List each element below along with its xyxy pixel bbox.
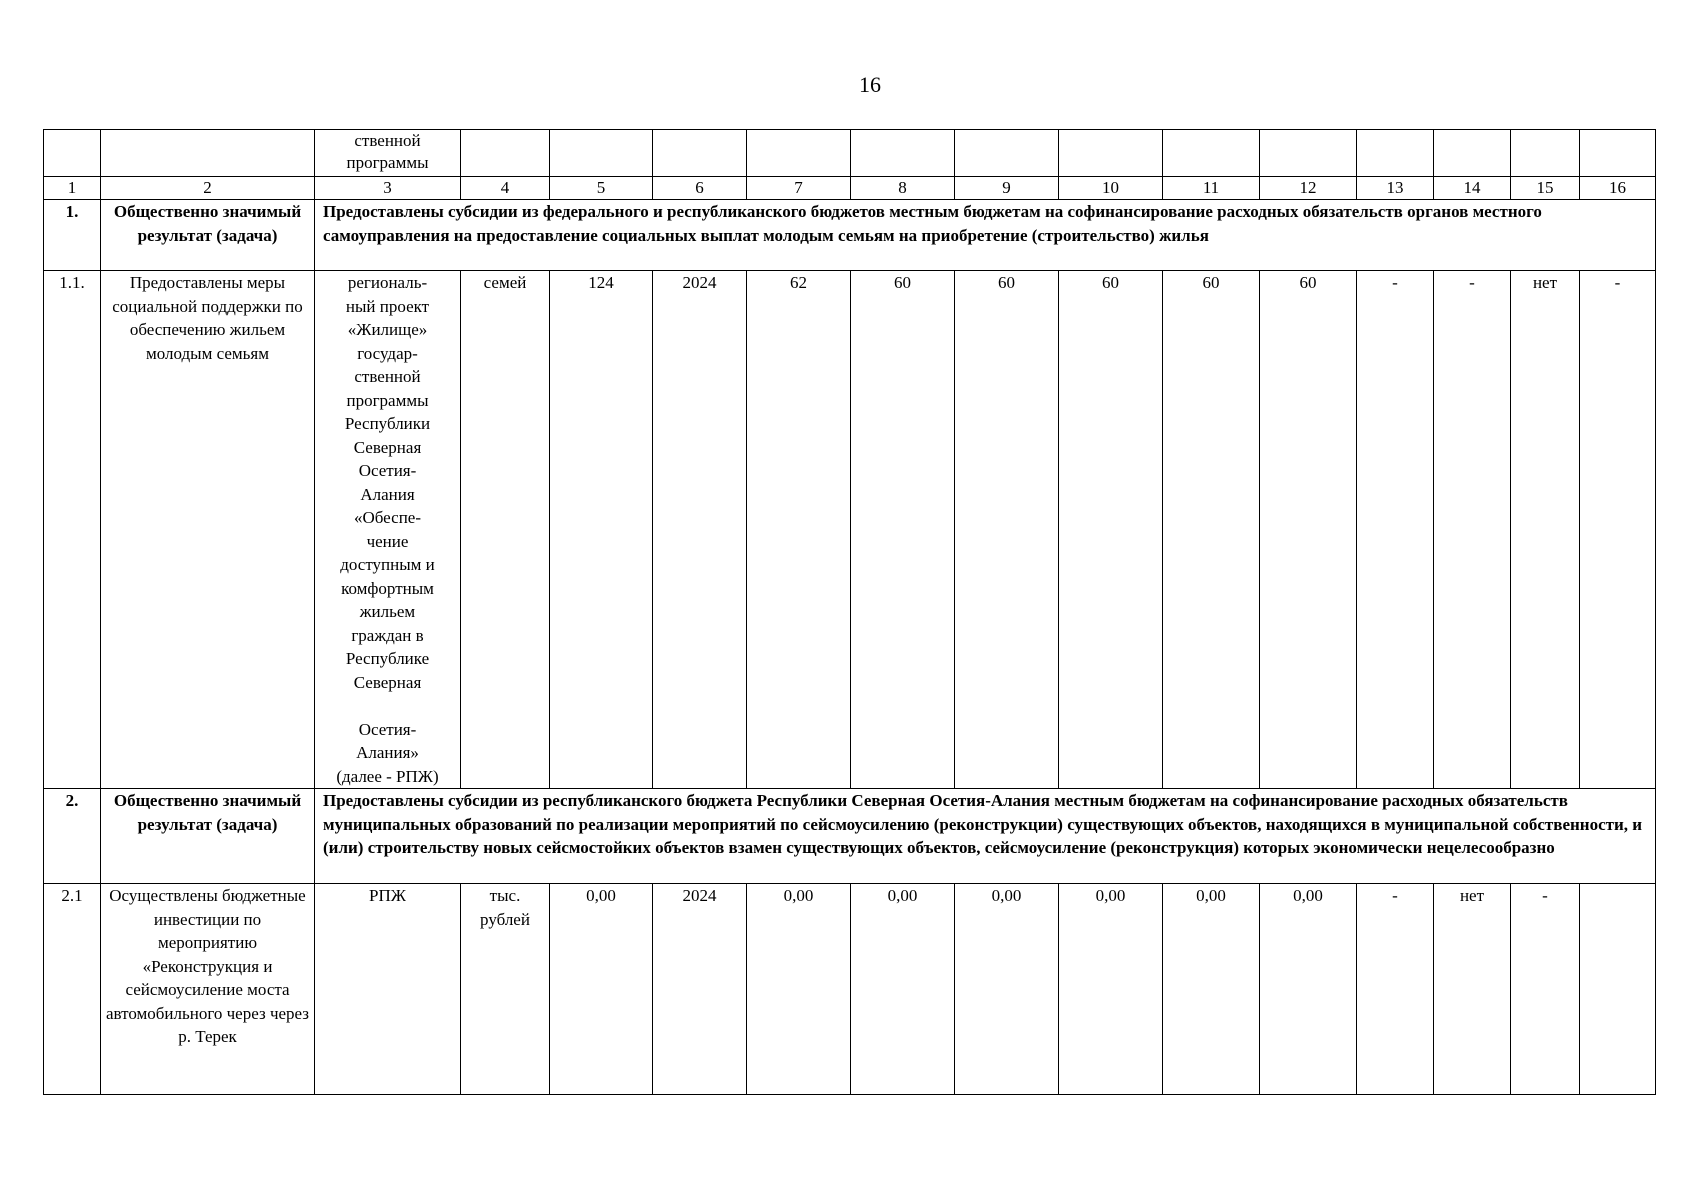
row-value: 60: [1260, 271, 1357, 789]
col-number: 10: [1059, 177, 1163, 200]
table-row: [44, 884, 1656, 1095]
row-value: нет: [1511, 271, 1580, 789]
row-value: 60: [955, 271, 1059, 789]
col-number: 14: [1434, 177, 1511, 200]
row-number: 2.1: [44, 884, 101, 1095]
row-unit: тыс. рублей: [461, 884, 550, 1095]
row-unit: семей: [461, 271, 550, 789]
col-number: 16: [1580, 177, 1656, 200]
col-number: 15: [1511, 177, 1580, 200]
row-value: -: [1434, 271, 1511, 789]
col-number: 5: [550, 177, 653, 200]
row-year: 2024: [653, 884, 747, 1095]
section-label: Общественно значимый результат (задача): [101, 789, 315, 884]
row-value: 0,00: [1059, 884, 1163, 1095]
col-number: 9: [955, 177, 1059, 200]
col-number: 1: [44, 177, 101, 200]
row-value: 62: [747, 271, 851, 789]
row-source: РПЖ: [315, 884, 461, 1095]
row-value: 124: [550, 271, 653, 789]
row-value: [1580, 884, 1656, 1095]
col-number: 8: [851, 177, 955, 200]
section-row: [44, 789, 1656, 884]
col-number: 6: [653, 177, 747, 200]
section-text: Предоставлены субсидии из федерального и республиканского бюджетов местным бюджетам на софинансирование расходных обязательств органов местного самоуправления на предоставление социальных выплат молодым семьям на приобретение (строительство) жилья: [315, 200, 1656, 271]
table-row: [44, 271, 1656, 789]
row-value: -: [1511, 884, 1580, 1095]
col-number: 7: [747, 177, 851, 200]
section-row: [44, 200, 1656, 271]
col-number: 2: [101, 177, 315, 200]
row-value: 60: [1059, 271, 1163, 789]
row-value: 0,00: [851, 884, 955, 1095]
row-value: -: [1580, 271, 1656, 789]
column-numbers-row: [44, 177, 1656, 200]
row-value: 0,00: [747, 884, 851, 1095]
indicators-table: [43, 129, 1656, 1095]
col-number: 13: [1357, 177, 1434, 200]
carry-over-col3: ственной программы: [315, 130, 461, 177]
section-label: Общественно значимый результат (задача): [101, 200, 315, 271]
section-number: 2.: [44, 789, 101, 884]
col-number: 4: [461, 177, 550, 200]
col-number: 12: [1260, 177, 1357, 200]
row-name: Предоставлены меры социальной поддержки по обеспечению жильем молодым семьям: [101, 271, 315, 789]
row-name: Осуществлены бюджетные инвестиции по мероприятию «Реконструкция и сейсмоусиление моста автомобильного через через р. Терек: [101, 884, 315, 1095]
row-value: 0,00: [1260, 884, 1357, 1095]
row-value: 0,00: [1163, 884, 1260, 1095]
row-number: 1.1.: [44, 271, 101, 789]
row-value: 60: [851, 271, 955, 789]
section-number: 1.: [44, 200, 101, 271]
row-value: 0,00: [955, 884, 1059, 1095]
row-value: -: [1357, 271, 1434, 789]
carry-over-row: [44, 130, 1656, 177]
row-value: 0,00: [550, 884, 653, 1095]
page-number: 16: [859, 72, 881, 97]
row-source: региональ- ный проект «Жилище» государ- ственной программы Республики Северная Осетия- Алания «Обеспе- чение доступным и комфортным жильем граждан в Республике Северная Осетия- Алания» (далее - РПЖ): [315, 271, 461, 789]
row-value: 60: [1163, 271, 1260, 789]
col-number: 3: [315, 177, 461, 200]
section-text: Предоставлены субсидии из республиканского бюджета Республики Северная Осетия-Алания местным бюджетам на софинансирование расходных обязательств муниципальных образований по реализации мероприятий по сейсмоусилению (реконструкции) существующих объектов, находящихся в муниципальной собственности, и (или) строительству новых сейсмостойких объектов взамен существующих объектов, сейсмоусиление (реконструкция) которых экономически нецелесообразно: [315, 789, 1656, 884]
row-value: -: [1357, 884, 1434, 1095]
col-number: 11: [1163, 177, 1260, 200]
row-value: нет: [1434, 884, 1511, 1095]
row-year: 2024: [653, 271, 747, 789]
